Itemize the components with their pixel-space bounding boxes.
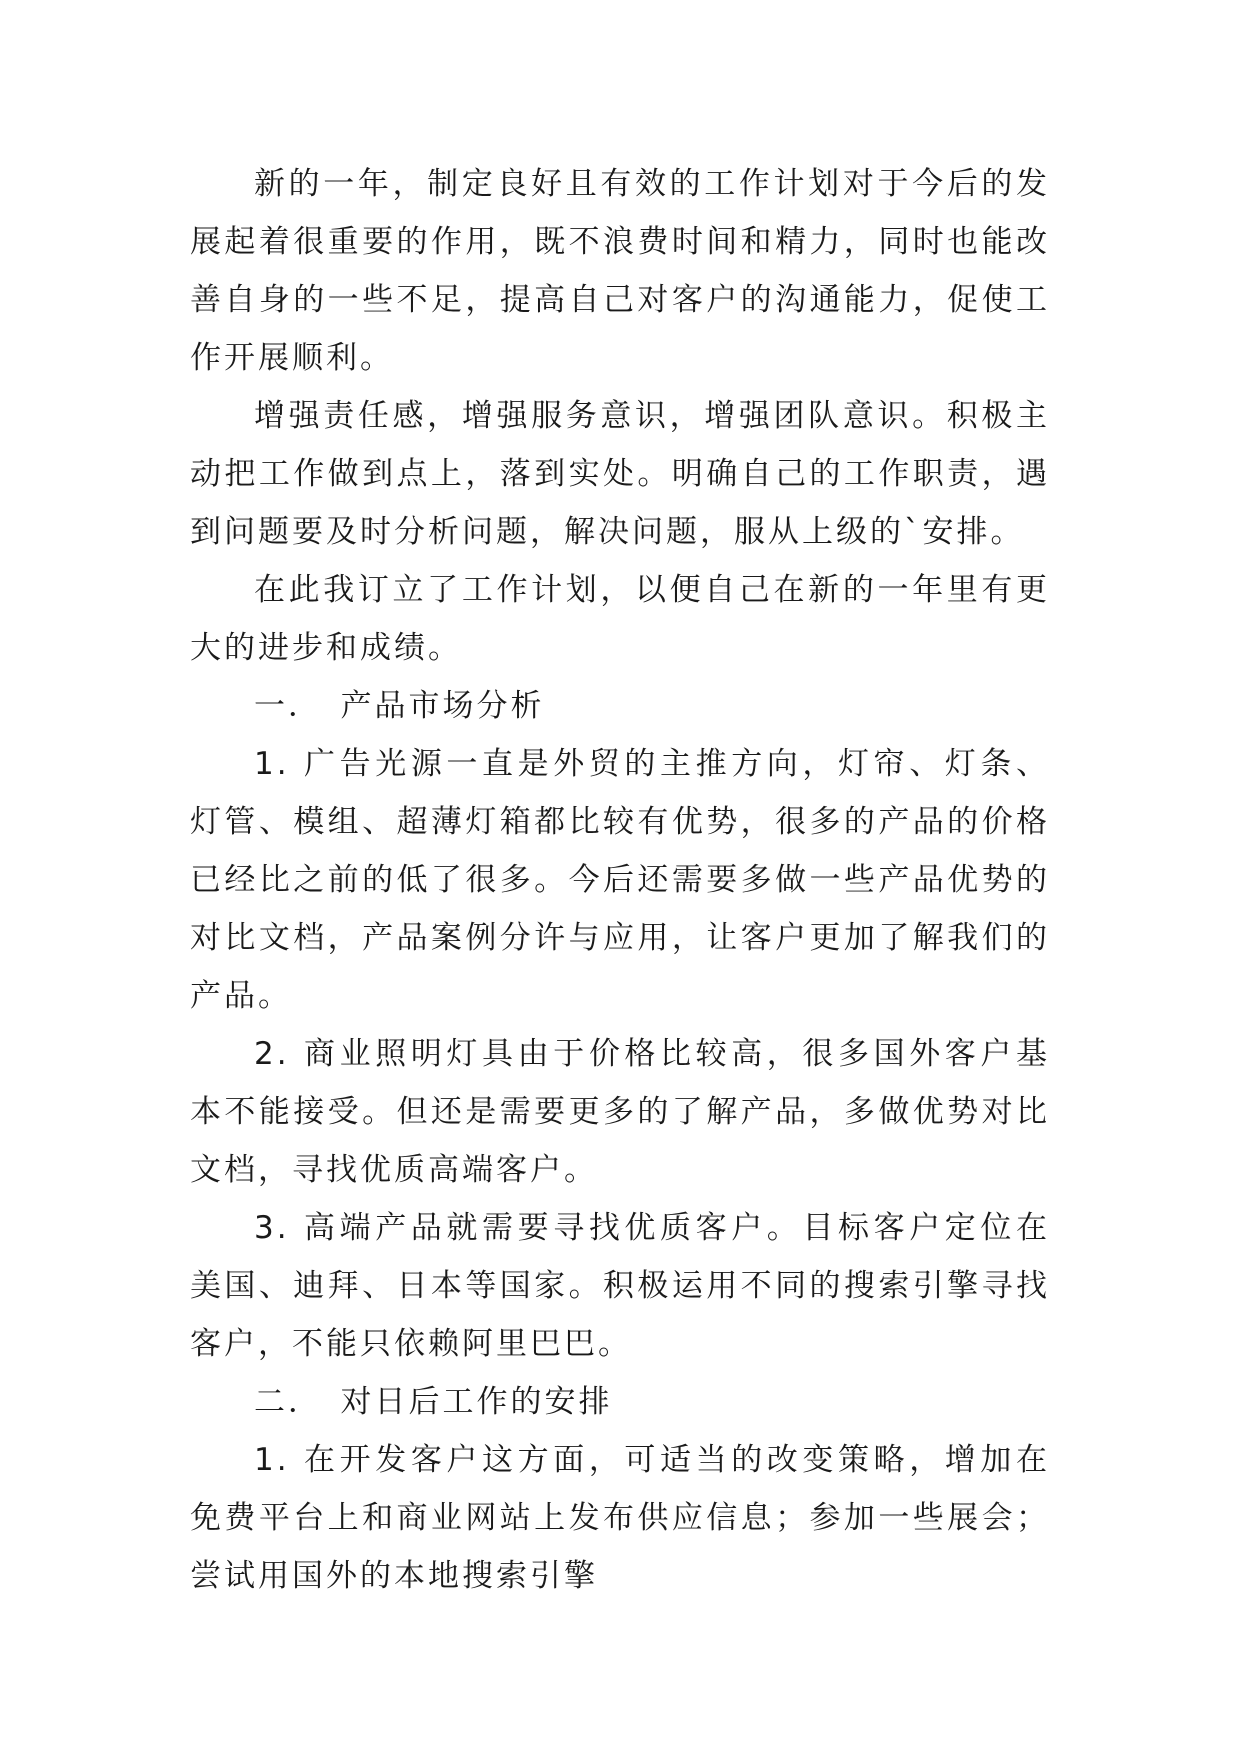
market-item-1: 1. 广告光源一直是外贸的主推方向，灯帘、灯条、灯管、模组、超薄灯箱都比较有优势，很多的产品的价格已经比之前的低了很多。今后还需要多做一些产品优势的对比文档，产品案例分许与应用，让客户更加了解我们的产品。 — [190, 746, 1050, 1014]
market-item-2: 2. 商业照明灯具由于价格比较高，很多国外客户基本不能接受。但还是需要更多的了解产品，多做优势对比文档，寻找优质高端客户。 — [190, 1036, 1050, 1188]
section-heading-work-arrangement: 二． 对日后工作的安排 — [254, 1384, 613, 1420]
document-body — [190, 155, 1050, 1605]
section-heading-market-analysis: 一． 产品市场分析 — [254, 688, 545, 724]
market-item-3: 3. 高端产品就需要寻找优质客户。目标客户定位在美国、迪拜、日本等国家。积极运用不同的搜索引擎寻找客户，不能只依赖阿里巴巴。 — [190, 1210, 1050, 1362]
plan-statement-paragraph: 在此我订立了工作计划，以便自己在新的一年里有更大的进步和成绩。 — [190, 572, 1050, 666]
intro-paragraph: 新的一年，制定良好且有效的工作计划对于今后的发展起着很重要的作用，既不浪费时间和精力，同时也能改善自身的一些不足，提高自己对客户的沟通能力，促使工作开展顺利。 — [190, 166, 1050, 376]
responsibility-paragraph: 增强责任感，增强服务意识，增强团队意识。积极主动把工作做到点上，落到实处。明确自己的工作职责，遇到问题要及时分析问题，解决问题，服从上级的`安排。 — [190, 398, 1050, 550]
arrangement-item-1: 1. 在开发客户这方面，可适当的改变策略，增加在免费平台上和商业网站上发布供应信息；参加一些展会；尝试用国外的本地搜索引擎 — [190, 1442, 1050, 1594]
